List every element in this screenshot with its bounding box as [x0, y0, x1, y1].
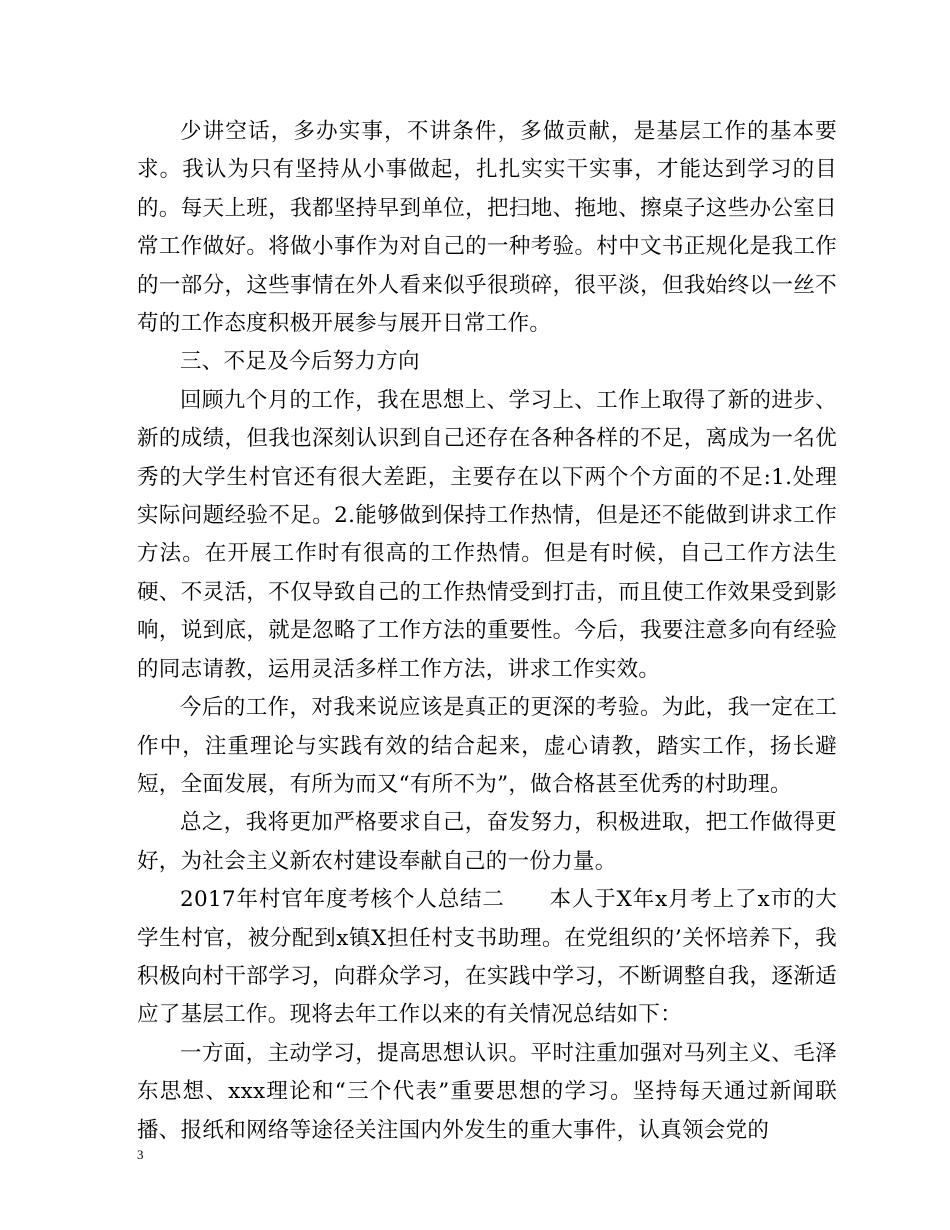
- paragraph-future-work: 今后的工作，对我来说应该是真正的更深的考验。为此，我一定在工作中，注重理论与实践有效的结合起来，虚心请教，踏实工作，扬长避短，全面发展，有所为而又“有所不为”，做合格甚至优秀的村助理。: [137, 695, 837, 797]
- paragraph-active-learning: 一方面，主动学习，提高思想认识。平时注重加强对马列主义、毛泽东思想、xxx理论和“三个代表”重要思想的学习。坚持每天通过新闻联播、报纸和网络等途径关注国内外发生的重大事件，认真领会党的: [137, 1040, 837, 1143]
- section-heading-shortcomings: 三、不足及今后努力方向: [180, 349, 420, 375]
- paragraph-conclusion: 总之，我将更加严格要求自己，奋发努力，积极进取，把工作做得更好，为社会主义新农村建设奉献自己的一份力量。: [137, 810, 837, 874]
- paragraph-review: 回顾九个月的工作，我在思想上、学习上、工作上取得了新的进步、新的成绩，但我也深刻认识到自己还存在各种各样的不足，离成为一名优秀的大学生村官还有很大差距，主要存在以下两个个方面的不足:1.处理实际问题经验不足。2.能够做到保持工作热情，但是还不能做到讲求工作方法。在开展工作时有很高的工作热情。但是有时候，自己工作方法生硬、不灵活，不仅导致自己的工作热情受到打击，而且使工作效果受到影响，说到底，就是忽略了工作方法的重要性。今后，我要注意多向有经验的同志请教，运用灵活多样工作方法，讲求工作实效。: [137, 387, 837, 682]
- document-body: [137, 113, 837, 1150]
- paragraph-summary-two: 2017年村官年度考核个人总结二 本人于X年x月考上了x市的大学生村官，被分配到x镇X担任村支书助理。在党组织的’关怀培养下，我积极向村干部学习，向群众学习，在实践中学习，不断调整自我，逐渐适应了基层工作。现将去年工作以来的有关情况总结如下：: [137, 887, 837, 1028]
- page-number: 3: [137, 1147, 144, 1162]
- paragraph-basic-work: 少讲空话，多办实事，不讲条件，多做贡献，是基层工作的基本要求。我认为只有坚持从小事做起，扎扎实实干实事，才能达到学习的目的。每天上班，我都坚持早到单位，把扫地、拖地、擦桌子这些办公室日常工作做好。将做小事作为对自己的一种考验。村中文书正规化是我工作的一部分，这些事情在外人看来似乎很琐碎，很平淡，但我始终以一丝不苟的工作态度积极开展参与展开日常工作。: [137, 119, 837, 337]
